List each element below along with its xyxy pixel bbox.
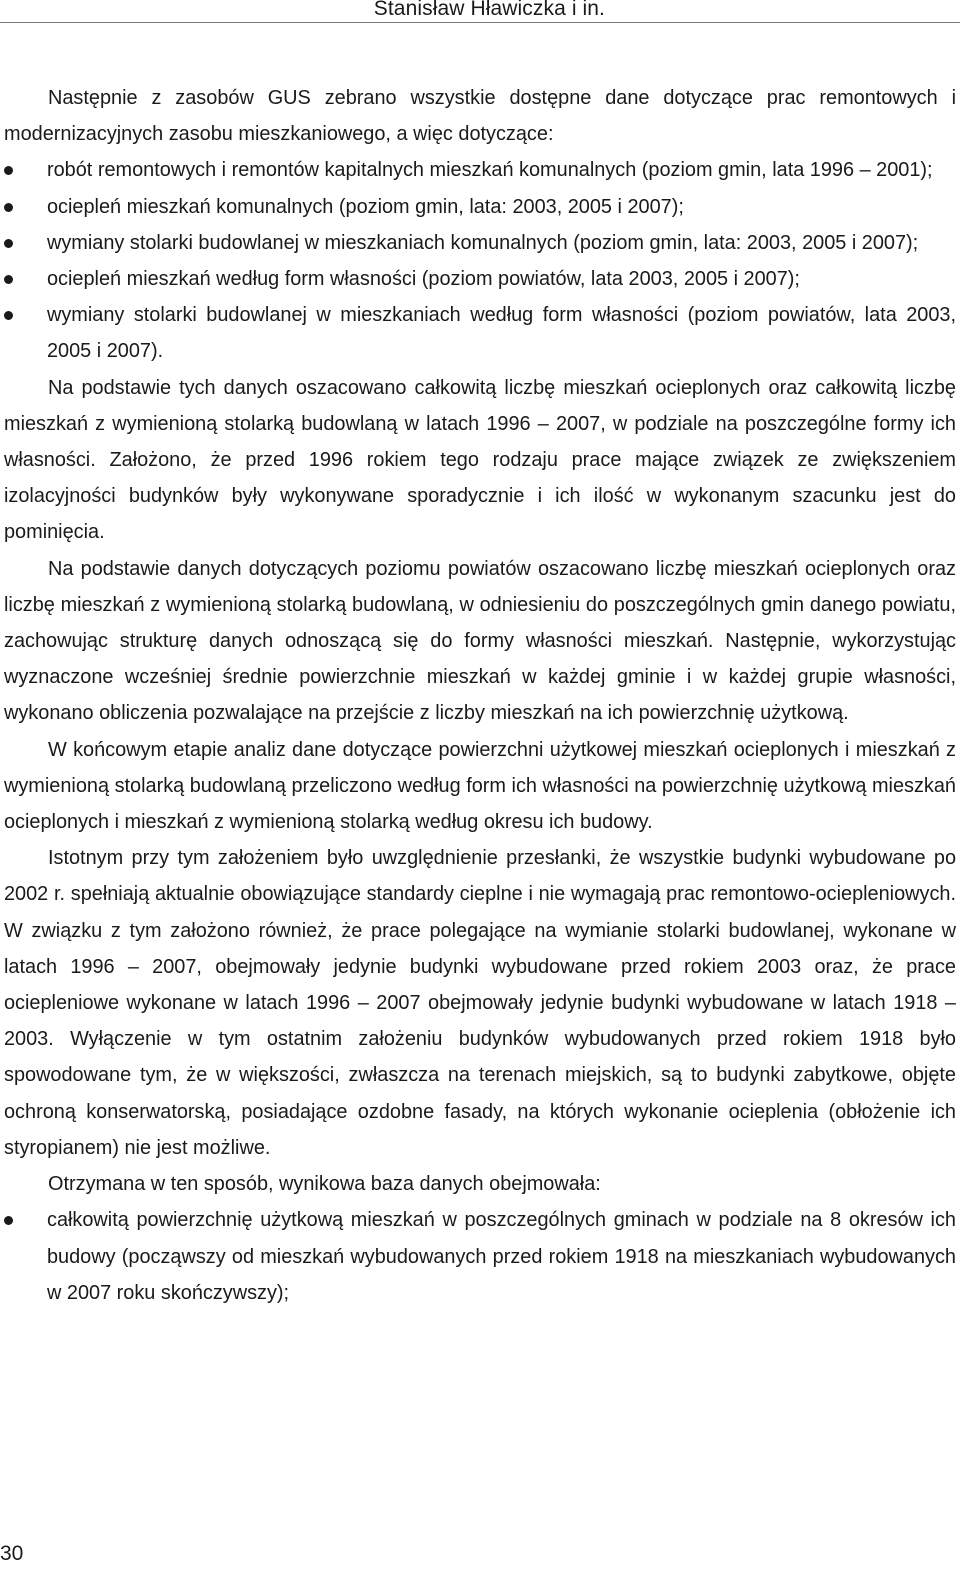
list-item [4, 152, 956, 188]
paragraph-estimation: Na podstawie tych danych oszacowano całkowitą liczbę mieszkań ocieplonych oraz całkowitą liczbę mieszkań z wymienioną stolarką budowlaną w latach 1996 – 2007, w podziale na poszczególne formy ich własności. Założono, że przed 1996 rokiem tego rodzaju prace mające związek ze zwiększeniem izolacyjności budynków były wykonywane sporadycznie i ich ilość w wykonanym szacunku jest do pominięcia. [4, 376, 956, 544]
bullet-icon [4, 239, 13, 248]
list-item [4, 1202, 956, 1311]
list-item [4, 297, 956, 369]
running-title: Stanisław Hławiczka i in. [373, 0, 605, 20]
page-number: 30 [0, 1542, 24, 1565]
data-sources-list [4, 152, 956, 369]
list-item [4, 225, 956, 261]
list-item-text: całkowitą powierzchnię użytkową mieszkań w poszczególnych gminach w podziale na 8 okresów ich budowy (począwszy od mieszkań wybudowanych przed rokiem 1918 na mieszkaniach wybudowanych w 2007 roku skończywszy); [47, 1209, 956, 1304]
list-item [4, 189, 956, 225]
bullet-icon [4, 275, 13, 284]
list-item-text: wymiany stolarki budowlanej w mieszkaniach według form własności (poziom powiatów, lata 2003, 2005 i 2007). [47, 304, 956, 363]
list-item-text: robót remontowych i remontów kapitalnych mieszkań komunalnych (poziom gmin, lata 1996 – 2001); [47, 159, 933, 182]
bullet-icon [4, 1216, 13, 1225]
running-header [0, 0, 960, 23]
paragraph-assumptions: Istotnym przy tym założeniem było uwzględnienie przesłanki, że wszystkie budynki wybudowane po 2002 r. spełniają aktualnie obowiązujące standardy cieplne i nie wymagają prac remontowo-ociepleniowych. W związku z tym założono również, że prace polegające na wymianie stolarki budowlanej, wykonane w latach 1996 – 2007, obejmowały jedynie budynki wybudowane przed rokiem 2003 oraz, że prace ociepleniowe wykonane w latach 1996 – 2007 obejmowały jedynie budynki wybudowane w latach 1918 – 2003. Wyłączenie w tym ostatnim założeniu budynków wybudowanych przed rokiem 1918 było spowodowane tym, że w większości, zwłaszcza na terenach miejskich, są to budynki zabytkowe, objęte ochroną konserwatorską, posiadające ozdobne fasady, na których wykonanie ocieplenia (obłożenie ich styropianem) nie jest możliwe. [4, 847, 956, 1159]
bullet-icon [4, 203, 13, 212]
paragraph-county-level: Na podstawie danych dotyczących poziomu powiatów oszacowano liczbę mieszkań ocieplonych oraz liczbę mieszkań z wymienioną stolarką budowlaną, w odniesieniu do poszczególnych gmin danego powiatu, zachowując strukturę danych odnoszącą się do formy własności mieszkań. Następnie, wykorzystując wyznaczone wcześniej średnie powierzchnie mieszkań w każdej gminie i w każdej grupie własności, wykonano obliczenia pozwalające na przejście z liczby mieszkań na ich powierzchnię użytkową. [4, 557, 956, 725]
bullet-icon [4, 311, 13, 320]
list-item [4, 261, 956, 297]
list-item-text: wymiany stolarki budowlanej w mieszkaniach komunalnych (poziom gmin, lata: 2003, 2005 i 2007); [47, 231, 919, 254]
paragraph-intro: Następnie z zasobów GUS zebrano wszystkie dostępne dane dotyczące prac remontowych i modernizacyjnych zasobu mieszkaniowego, a więc dotyczące: [4, 87, 956, 146]
paragraph-result-intro: Otrzymana w ten sposób, wynikowa baza danych obejmowała: [48, 1173, 601, 1196]
bullet-icon [4, 166, 13, 175]
page-body [4, 80, 956, 1311]
paragraph-final-stage: W końcowym etapie analiz dane dotyczące powierzchni użytkowej mieszkań ocieplonych i mieszkań z wymienioną stolarką budowlaną przeliczono według form ich własności na powierzchnię użytkową mieszkań ocieplonych i mieszkań z wymienioną stolarką według okresu ich budowy. [4, 738, 956, 834]
result-database-list [4, 1202, 956, 1311]
list-item-text: ociepleń mieszkań według form własności (poziom powiatów, lata 2003, 2005 i 2007); [47, 268, 800, 291]
list-item-text: ociepleń mieszkań komunalnych (poziom gmin, lata: 2003, 2005 i 2007); [47, 195, 684, 218]
